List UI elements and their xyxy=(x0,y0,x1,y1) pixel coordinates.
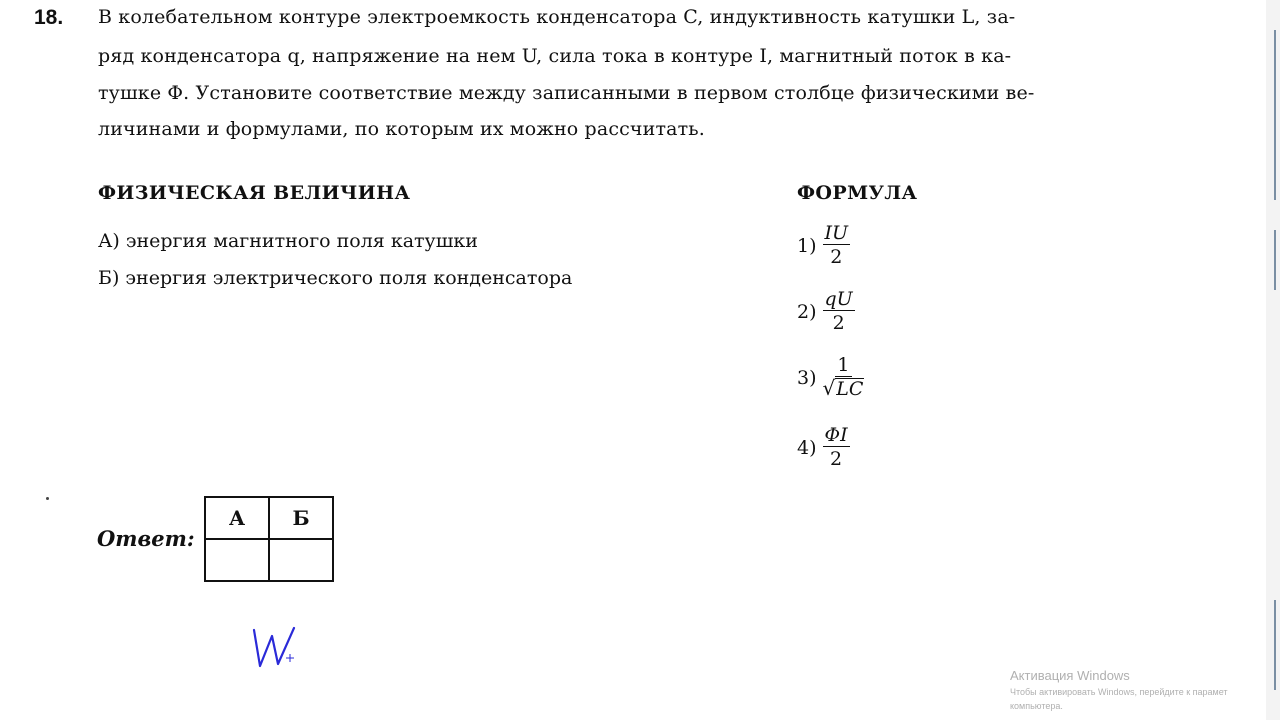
formula-4 xyxy=(797,424,850,471)
formula-2-numerator: qU xyxy=(824,288,853,310)
answer-cell-a[interactable] xyxy=(205,539,269,581)
handwritten-mark xyxy=(250,626,300,670)
answer-header-a: А xyxy=(205,497,269,539)
formula-4-denominator: 2 xyxy=(830,448,843,470)
stray-dot xyxy=(46,497,49,500)
formula-4-fraction xyxy=(823,424,850,471)
question-text-line-4: личинами и формулами, по которым их можно рассчитать. xyxy=(98,118,705,140)
question-number: 18. xyxy=(34,6,64,29)
formula-2 xyxy=(797,288,855,335)
question-text-line-3: тушке Φ. Установите соответствие между записанными в первом столбце физическими ве- xyxy=(98,82,1035,104)
answer-label: Ответ: xyxy=(97,526,195,551)
formula-2-denominator: 2 xyxy=(832,312,845,334)
quantity-item-a: А) энергия магнитного поля катушки xyxy=(98,230,478,252)
formula-3 xyxy=(797,354,864,401)
formula-1-fraction xyxy=(823,222,851,269)
formula-1-number: 1) xyxy=(797,234,817,257)
scrollbar-strip[interactable] xyxy=(1266,0,1280,720)
formula-3-number: 3) xyxy=(797,366,817,389)
answer-table xyxy=(204,496,334,582)
formula-1 xyxy=(797,222,850,269)
question-text-line-2: ряд конденсатора q, напряжение на нем U, сила тока в контуре I, магнитный поток в ка- xyxy=(98,45,1012,67)
scroll-mark-3 xyxy=(1274,600,1276,690)
scroll-mark-1 xyxy=(1274,30,1276,200)
formula-2-fraction xyxy=(823,288,855,335)
formula-1-numerator: IU xyxy=(824,222,849,244)
formula-2-number: 2) xyxy=(797,300,817,323)
formula-4-numerator: ΦI xyxy=(824,424,848,446)
answer-cell-b[interactable] xyxy=(269,539,333,581)
formula-3-denominator xyxy=(823,377,865,401)
answer-header-b: Б xyxy=(269,497,333,539)
formula-3-numerator: 1 xyxy=(837,354,850,376)
formula-3-radicand: LC xyxy=(836,378,864,400)
windows-activation-line-2: компьютера. xyxy=(1010,701,1063,711)
windows-activation-line-1: Чтобы активировать Windows, перейдите к парамет xyxy=(1010,687,1228,697)
question-text-line-1: В колебательном контуре электроемкость конденсатора C, индуктивность катушки L, за- xyxy=(98,6,1016,28)
formula-4-number: 4) xyxy=(797,436,817,459)
formula-3-fraction xyxy=(823,354,865,401)
quantity-item-b: Б) энергия электрического поля конденсатора xyxy=(98,267,573,289)
formula-column-header: ФОРМУЛА xyxy=(797,182,918,204)
formula-1-denominator: 2 xyxy=(830,246,843,268)
square-root-sign: √ LC xyxy=(822,376,864,400)
scroll-mark-2 xyxy=(1274,230,1276,290)
windows-activation-title: Активация Windows xyxy=(1010,668,1130,683)
quantity-column-header: ФИЗИЧЕСКАЯ ВЕЛИЧИНА xyxy=(98,182,411,204)
